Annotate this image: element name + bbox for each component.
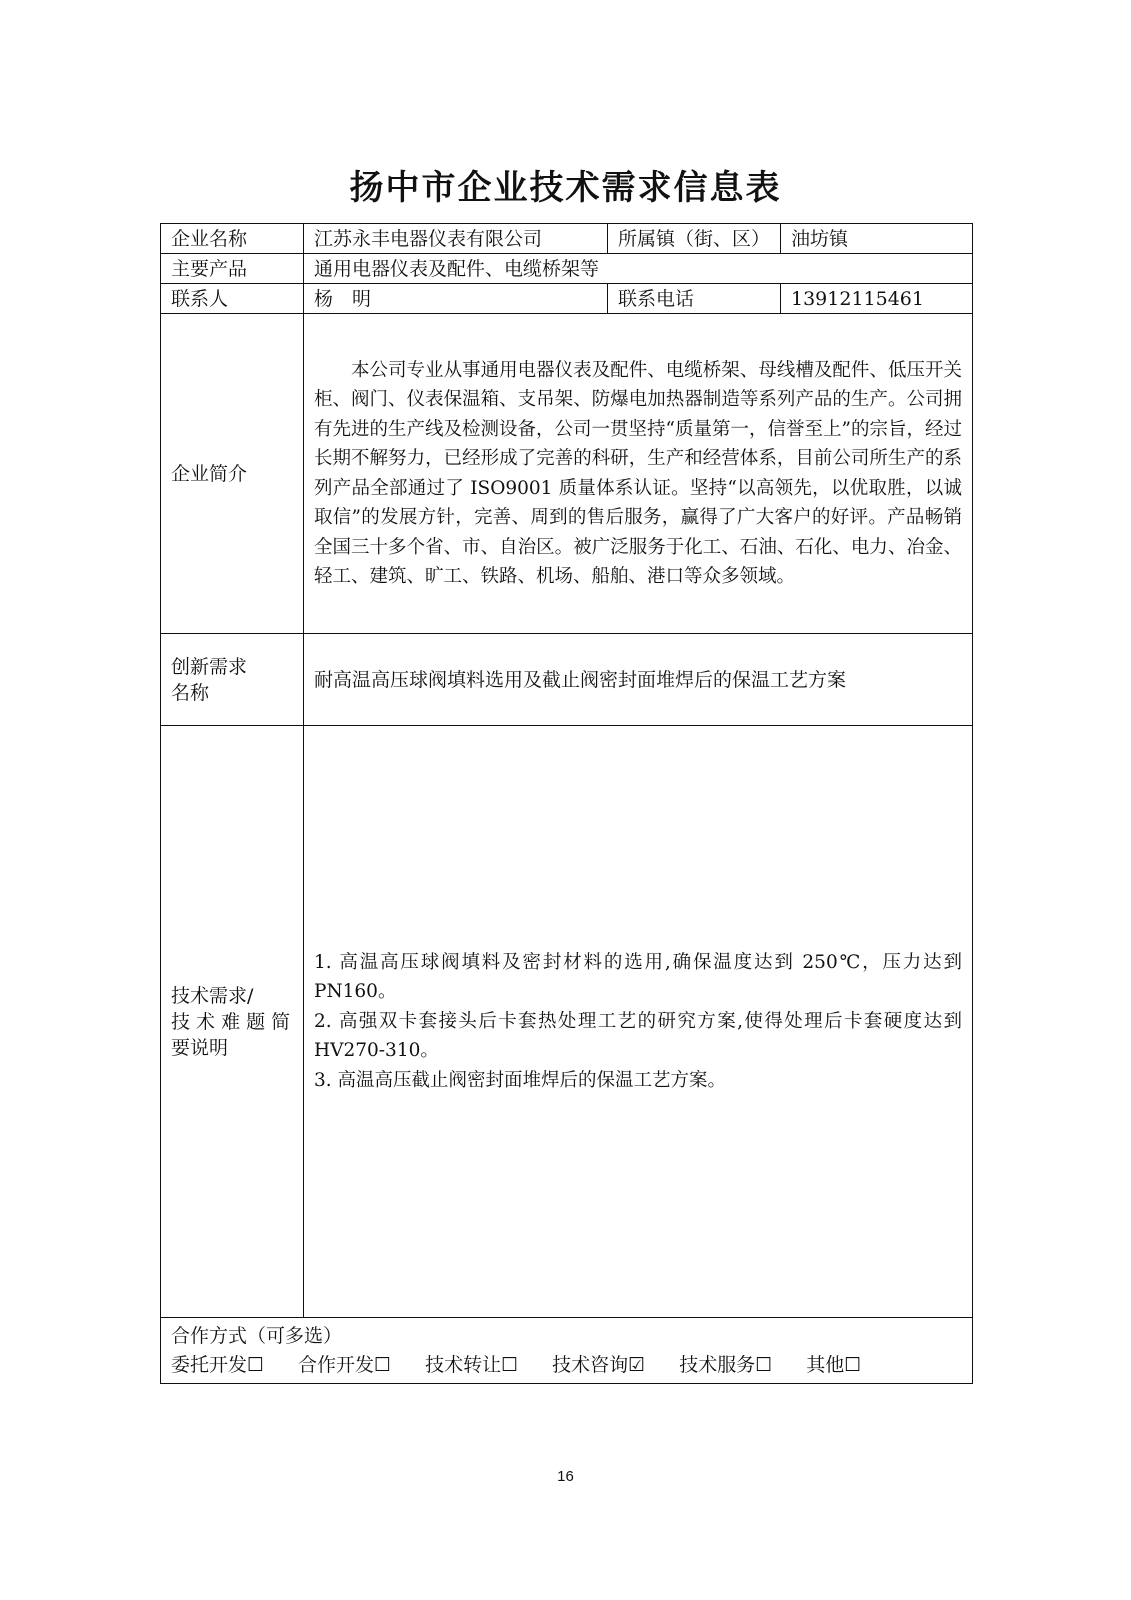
tech-label-line: 技 术 难 题 简 [171, 1010, 291, 1033]
town-label: 所属镇（街、区） [608, 224, 781, 254]
tech-item: 1. 高温高压球阀填料及密封材料的选用,确保温度达到 250℃，压力达到 PN160。 [314, 951, 962, 1003]
tech-label-line: 要说明 [171, 1036, 229, 1059]
table-row [161, 254, 973, 284]
table-row [161, 634, 973, 726]
phone-value: 13912115461 [781, 284, 973, 314]
tech-description-cell [304, 726, 973, 1318]
table-row [161, 726, 973, 1318]
tech-item: 2. 高强双卡套接头后卡套热处理工艺的研究方案,使得处理后卡套硬度达到 HV270-310。 [314, 1010, 962, 1062]
need-name-label-line: 创新需求 [171, 655, 248, 678]
contact-value: 杨 明 [304, 284, 608, 314]
coop-option-tech-transfer[interactable]: 技术转让☐ [425, 1353, 519, 1376]
intro-cell [304, 314, 973, 634]
coop-option-tech-consulting[interactable]: 技术咨询☑ [552, 1353, 646, 1376]
tech-demand-table [160, 223, 973, 1384]
tech-label [161, 726, 304, 1318]
coop-options [171, 1350, 962, 1380]
page-title: 扬中市企业技术需求信息表 [349, 168, 782, 208]
coop-cell [161, 1318, 973, 1384]
need-name-label-line: 名称 [171, 681, 210, 704]
page-number: 16 [557, 1468, 574, 1485]
intro-text: 本公司专业从事通用电器仪表及配件、电缆桥架、母线槽及配件、低压开关柜、阀门、仪表保温箱、支吊架、防爆电加热器制造等系列产品的生产。公司拥有先进的生产线及检测设备，公司一贯坚持“质量第一，信誉至上”的宗旨，经过长期不解努力，已经形成了完善的科研，生产和经营体系，目前公司所生产的系列产品全部通过了 ISO9001 质量体系认证。坚持“以高领先，以优取胜，以诚取信”的发展方针，完善、周到的售后服务，赢得了广大客户的好评。产品畅销全国三十多个省、市、自治区。被广泛服务于化工、石油、石化、电力、冶金、轻工、建筑、旷工、铁路、机场、船舶、港口等众多领域。 [314, 359, 962, 587]
table-row [161, 1318, 973, 1384]
coop-option-tech-service[interactable]: 技术服务☐ [679, 1353, 773, 1376]
need-name-label [161, 634, 304, 726]
products-value: 通用电器仪表及配件、电缆桥架等 [304, 254, 973, 284]
table-row [161, 224, 973, 254]
need-name-value: 耐高温高压球阀填料选用及截止阀密封面堆焊后的保温工艺方案 [304, 634, 973, 726]
coop-label: 合作方式（可多选） [171, 1324, 343, 1347]
company-name-value: 江苏永丰电器仪表有限公司 [304, 224, 608, 254]
company-name-label: 企业名称 [161, 224, 304, 254]
phone-label: 联系电话 [608, 284, 781, 314]
contact-label: 联系人 [161, 284, 304, 314]
coop-option-joint-dev[interactable]: 合作开发☐ [298, 1353, 392, 1376]
coop-option-entrusted-dev[interactable]: 委托开发☐ [171, 1353, 265, 1376]
town-value: 油坊镇 [781, 224, 973, 254]
table-row [161, 314, 973, 634]
table-row [161, 284, 973, 314]
tech-label-line: 技术需求/ [171, 984, 254, 1007]
coop-option-other[interactable]: 其他☐ [806, 1353, 862, 1376]
tech-item: 3. 高温高压截止阀密封面堆焊后的保温工艺方案。 [314, 1069, 727, 1091]
products-label: 主要产品 [161, 254, 304, 284]
intro-label: 企业简介 [161, 314, 304, 634]
